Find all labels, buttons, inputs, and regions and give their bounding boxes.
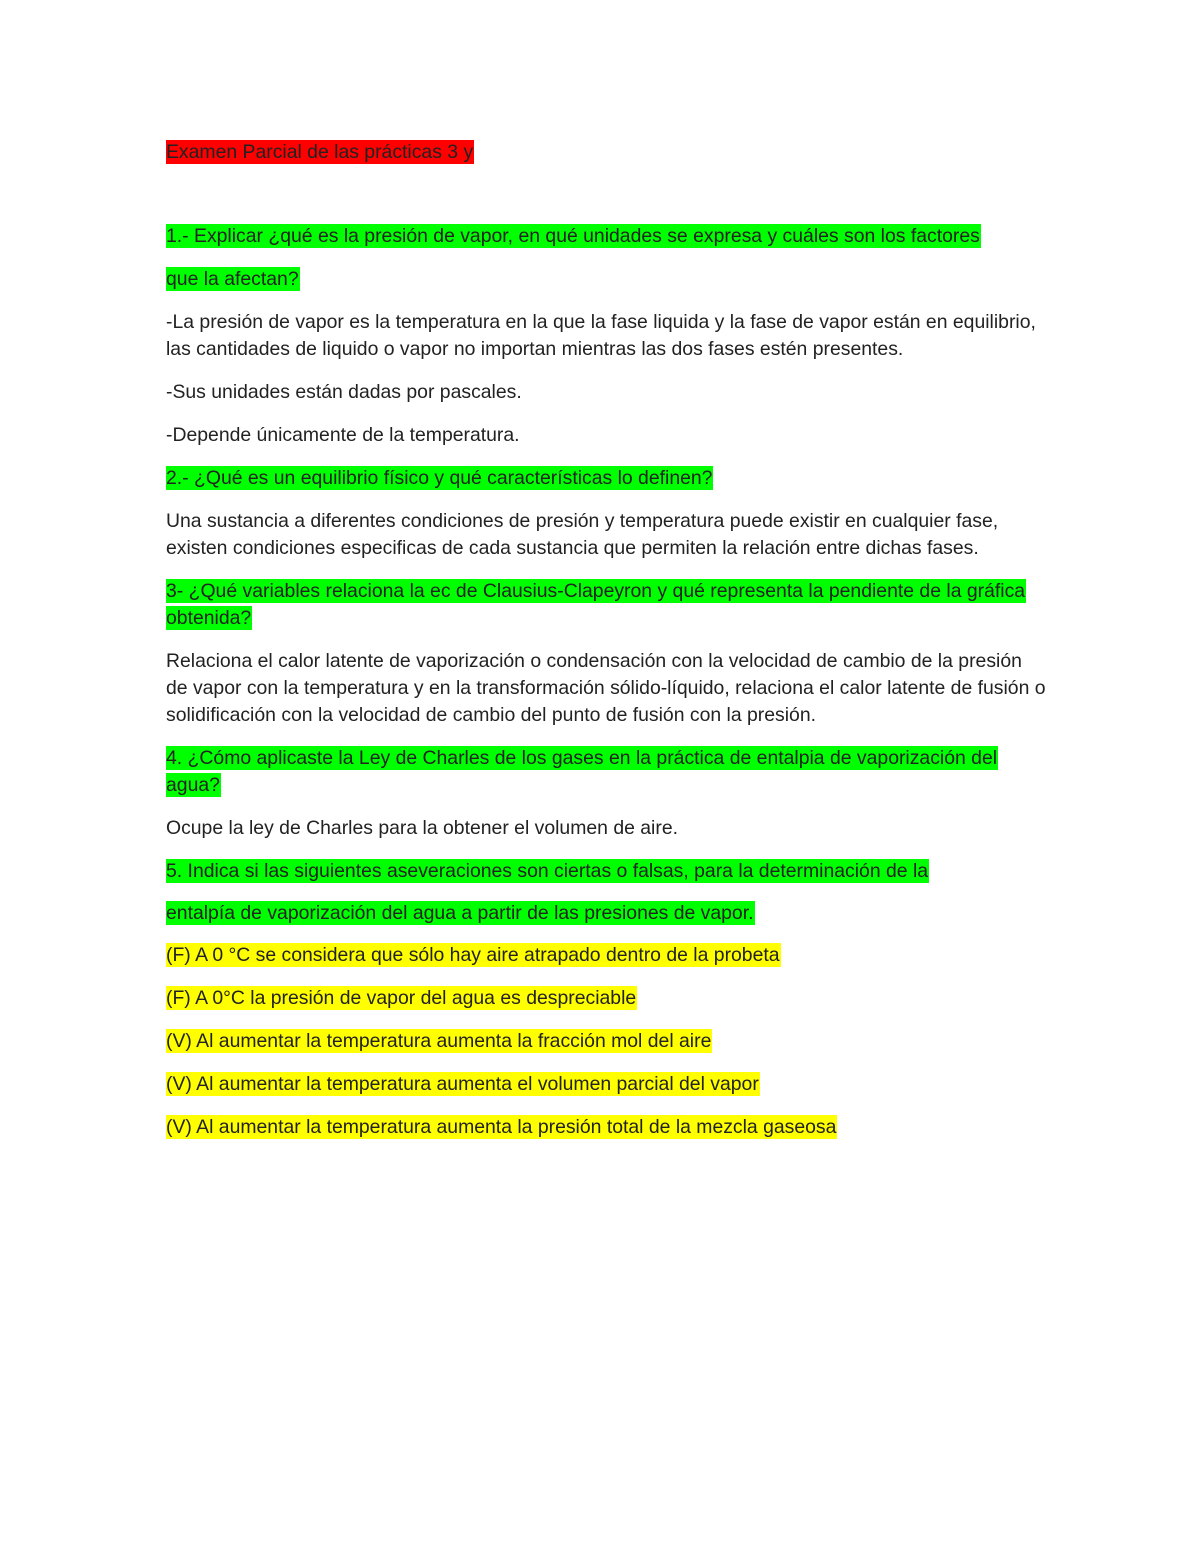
statement-2-text: (F) A 0°C la presión de vapor del agua es despreciable xyxy=(166,987,637,1009)
answer-3: Relaciona el calor latente de vaporización o condensación con la velocidad de cambio de la presión de vapor con la temperatura y en la transformación sólido-líquido, relaciona el calor latente de fusión o solidificación con la velocidad de cambio del punto de fusión con la presión. xyxy=(166,650,1046,726)
answer-1-paragraph-1: -La presión de vapor es la temperatura en la que la fase liquida y la fase de vapor están en equilibrio, las cantidades de liquido o vapor no importan mientras las dos fases estén presentes. xyxy=(166,311,1036,360)
statement-4-text: (V) Al aumentar la temperatura aumenta el volumen parcial del vapor xyxy=(166,1073,759,1095)
statement-5-text: (V) Al aumentar la temperatura aumenta la presión total de la mezcla gaseosa xyxy=(166,1116,837,1138)
question-5-text-cont: entalpía de vaporización del agua a partir de las presiones de vapor. xyxy=(166,902,754,924)
statement-1 xyxy=(166,942,1046,969)
question-4-text: 4. ¿Cómo aplicaste la Ley de Charles de los gases en la práctica de entalpia de vaporización del agua? xyxy=(166,747,998,796)
answer-1-paragraph-3: -Depende únicamente de la temperatura. xyxy=(166,424,520,446)
statement-3-text: (V) Al aumentar la temperatura aumenta la fracción mol del aire xyxy=(166,1030,712,1052)
question-1-text-cont: que la afectan? xyxy=(166,268,299,290)
question-3-text: 3- ¿Qué variables relaciona la ec de Clausius-Clapeyron y qué representa la pendiente de la gráfica obtenida? xyxy=(166,580,1026,629)
question-5-continued xyxy=(166,900,1046,927)
question-4 xyxy=(166,745,1046,799)
question-5 xyxy=(166,858,1046,885)
question-5-text: 5. Indica si las siguientes aseveraciones son ciertas o falsas, para la determinación de la xyxy=(166,860,929,882)
answer-1-paragraph-2: -Sus unidades están dadas por pascales. xyxy=(166,381,522,403)
question-1-continued xyxy=(166,266,1046,293)
question-1-text: 1.- Explicar ¿qué es la presión de vapor, en qué unidades se expresa y cuáles son los factores xyxy=(166,225,980,247)
answer-2: Una sustancia a diferentes condiciones de presión y temperatura puede existir en cualquier fase, existen condiciones especificas de cada sustancia que permiten la relación entre dichas fases. xyxy=(166,510,999,559)
exam-title-text: Examen Parcial de las prácticas 3 y xyxy=(166,141,474,163)
document-page xyxy=(166,139,1046,1141)
answer-4: Ocupe la ley de Charles para la obtener el volumen de aire. xyxy=(166,817,678,839)
statement-4 xyxy=(166,1071,1046,1098)
question-1 xyxy=(166,223,1046,250)
statement-3 xyxy=(166,1028,1046,1055)
statement-5 xyxy=(166,1114,1046,1141)
question-2 xyxy=(166,465,1046,492)
question-2-text: 2.- ¿Qué es un equilibrio físico y qué características lo definen? xyxy=(166,467,713,489)
exam-title xyxy=(166,139,1046,166)
statement-2 xyxy=(166,985,1046,1012)
statement-1-text: (F) A 0 °C se considera que sólo hay aire atrapado dentro de la probeta xyxy=(166,944,780,966)
question-3 xyxy=(166,578,1046,632)
